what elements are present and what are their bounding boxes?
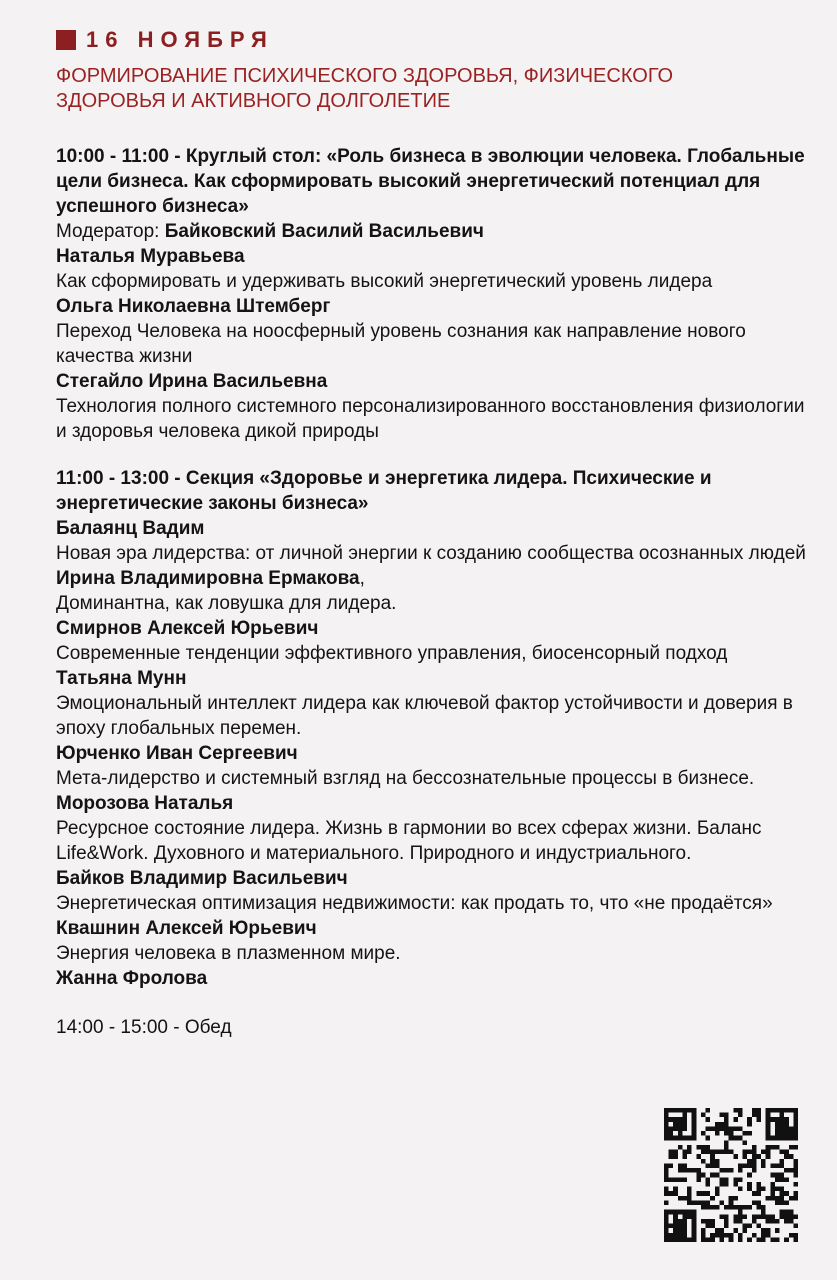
speaker-topic: Ресурсное состояние лидера. Жизнь в гармонии во всех сферах жизни. Баланс Life&Work. Духовного и материального. Природного и индустриального. <box>56 818 762 864</box>
speaker-topic: Технология полного системного персонализированного восстановления физиологии и здоровья человека дикой природы <box>56 396 805 442</box>
speaker-name-line <box>56 369 816 394</box>
moderator-line <box>56 219 816 244</box>
speaker-name-line <box>56 741 816 766</box>
speaker-topic: Как сформировать и удерживать высокий энергетический уровень лидера <box>56 271 713 292</box>
speaker-name-line <box>56 616 816 641</box>
session-title: 11:00 - 13:00 - Секция «Здоровье и энергетика лидера. Психические и энергетические законы бизнеса» <box>56 468 712 514</box>
speaker-name-line <box>56 666 816 691</box>
speaker-topic: Новая эра лидерства: от личной энергии к созданию сообщества осознанных людей <box>56 543 806 564</box>
speaker-name-line <box>56 791 816 816</box>
speaker-topic: Энергия человека в плазменном мире. <box>56 943 401 964</box>
speaker-topic: Доминантна, как ловушка для лидера. <box>56 593 397 614</box>
program-page <box>56 26 816 1040</box>
speaker-name-line <box>56 566 816 591</box>
speaker-name-line <box>56 916 816 941</box>
session-round-table <box>56 144 816 444</box>
date-marker <box>56 30 76 50</box>
speaker-name: Наталья Муравьева <box>56 246 245 267</box>
speaker-name-line <box>56 966 816 991</box>
speaker-name-line <box>56 294 816 319</box>
moderator-name: Байковский Василий Васильевич <box>164 221 484 242</box>
speaker-topic: Энергетическая оптимизация недвижимости: как продать то, что «не продаётся» <box>56 893 773 914</box>
speaker-name-line <box>56 866 816 891</box>
speaker-name: Ирина Владимировна Ермакова <box>56 568 360 589</box>
speaker-topic: Современные тенденции эффективного управления, биосенсорный подход <box>56 643 728 664</box>
speaker-name: Байков Владимир Васильевич <box>56 868 348 889</box>
speaker-name: Жанна Фролова <box>56 968 208 989</box>
speaker-topic: Эмоциональный интеллект лидера как ключевой фактор устойчивости и доверия в эпоху глобальных перемен. <box>56 693 793 739</box>
speaker-topic: Переход Человека на ноосферный уровень сознания как направление нового качества жизни <box>56 321 746 367</box>
speaker-name: Татьяна Мунн <box>56 668 187 689</box>
session-health-energy <box>56 466 816 991</box>
session-title: 10:00 - 11:00 - Круглый стол: «Роль бизнеса в эволюции человека. Глобальные цели бизнеса. Как сформировать высокий энергетический потенциал для успешного бизнеса» <box>56 146 805 217</box>
date-row <box>56 26 816 54</box>
qr-code <box>664 1108 798 1242</box>
speaker-list <box>56 516 816 991</box>
speaker-topic: Мета-лидерство и системный взгляд на бессознательные процессы в бизнесе. <box>56 768 755 789</box>
speaker-name-suffix: , <box>359 568 365 589</box>
speaker-name: Ольга Николаевна Штемберг <box>56 296 331 317</box>
speaker-name: Смирнов Алексей Юрьевич <box>56 618 319 639</box>
speaker-name: Квашнин Алексей Юрьевич <box>56 918 317 939</box>
speaker-name: Балаянц Вадим <box>56 518 205 539</box>
day-headline: ФОРМИРОВАНИЕ ПСИХИЧЕСКОГО ЗДОРОВЬЯ, ФИЗИЧЕСКОГО ЗДОРОВЬЯ И АКТИВНОГО ДОЛГОЛЕТИЕ <box>56 65 674 112</box>
date-label: 16 НОЯБРЯ <box>86 27 274 52</box>
speaker-name: Морозова Наталья <box>56 793 234 814</box>
speaker-list <box>56 244 816 444</box>
speaker-name-line <box>56 244 816 269</box>
speaker-name-line <box>56 516 816 541</box>
moderator-label: Модератор: <box>56 221 165 242</box>
speaker-name: Стегайло Ирина Васильевна <box>56 371 328 392</box>
speaker-name: Юрченко Иван Сергеевич <box>56 743 298 764</box>
lunch-break: 14:00 - 15:00 - Обед <box>56 1017 232 1038</box>
